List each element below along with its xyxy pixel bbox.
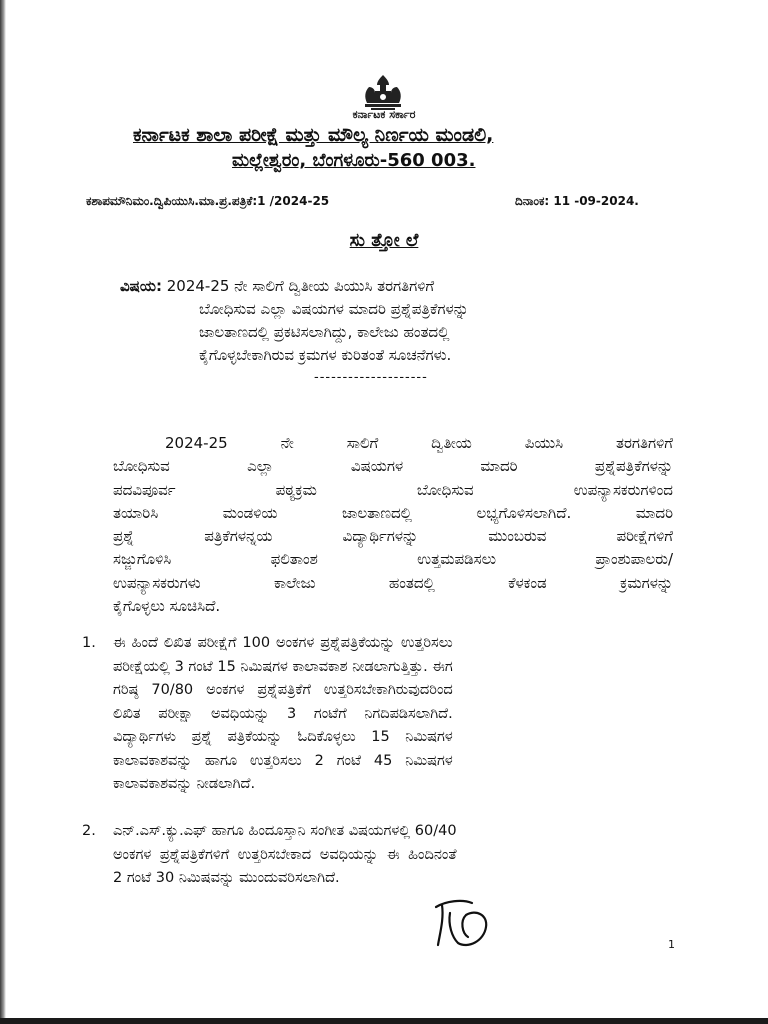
subject-label: ವಿಷಯ: xyxy=(120,277,162,295)
item-number: 1. xyxy=(82,635,96,651)
item-number: 2. xyxy=(82,823,96,839)
scan-edge-bottom xyxy=(0,1018,768,1024)
subject-line: ಕೈಗೊಳ್ಳಬೇಕಾಗಿರುವ ಕ್ರಮಗಳ ಕುರಿತಂತೆ ಸೂಚನೆಗಳು. xyxy=(199,346,452,364)
body-paragraph xyxy=(113,432,673,618)
paragraph-line: ಸಜ್ಜುಗೊಳಿಸಿ ಫಲಿತಾಂಶ ಉತ್ತಮಪಡಿಸಲು ಪ್ರಾಂಶುಪಾಲರು/ xyxy=(113,550,673,569)
paragraph-line: ಪದವಿಪೂರ್ವ ಪಠ್ಯಕ್ರಮ ಬೋಧಿಸುವ ಉಪನ್ಯಾಸಕರುಗಳಿಂದ xyxy=(113,480,673,499)
government-name: ಕರ್ನಾಟಕ ಸರ್ಕಾರ xyxy=(352,108,416,121)
paragraph-line: ಉಪನ್ಯಾಸಕರುಗಳು ಕಾಲೇಜು ಹಂತದಲ್ಲಿ ಕೆಳಕಂಡ ಕ್ರಮಗಳನ್ನು xyxy=(113,573,673,592)
reference-number: ಕಶಾಪಮೌನಿಮಂ.ದ್ವಿಪಿಯುಸಿ.ಮಾ.ಪ್ರ.ಪತ್ರಿಕೆ:1 /2024-25 xyxy=(86,194,330,208)
subject-line: ಬೋಧಿಸುವ ಎಲ್ಲಾ ವಿಷಯಗಳ ಮಾದರಿ ಪ್ರಶ್ನೆಪತ್ರಿಕೆಗಳನ್ನು xyxy=(199,300,469,318)
scan-edge-left xyxy=(0,0,6,1024)
item-line: ಅಂಕಗಳ ಪ್ರಶ್ನೆಪತ್ರಿಕೆಗಳಿಗೆ ಉತ್ತರಿಸಬೇಕಾದ ಅವಧಿಯನ್ನು ಈ ಹಿಂದಿನಂತೆ xyxy=(113,846,457,863)
subject-block xyxy=(120,275,680,367)
subject-line xyxy=(120,275,680,298)
item-line: ಗರಿಷ್ಠ 70/80 ಅಂಕಗಳ ಪ್ರಶ್ನೆಪತ್ರಿಕೆಗೆ ಉತ್ತರಿಸಬೇಕಾಗಿರುವುದರಿಂದ xyxy=(113,682,453,698)
instruction-item xyxy=(82,632,682,797)
item-line: ವಿದ್ಯಾರ್ಥಿಗಳು ಪ್ರಶ್ನೆ ಪತ್ರಿಕೆಯನ್ನು ಓದಿಕೊಳ್ಳಲು 15 ನಿಮಿಷಗಳ xyxy=(113,729,453,745)
paragraph-line: ಕೈಗೊಳ್ಳಲು ಸೂಚಿಸಿದೆ. xyxy=(113,597,221,616)
item-line: ಎನ್.ಎಸ್.ಕ್ಯು.ಎಫ್ ಹಾಗೂ ಹಿಂದೂಸ್ತಾನಿ ಸಂಗೀತ ವಿಷಯಗಳಲ್ಲಿ 60/40 xyxy=(113,823,457,839)
karnataka-emblem-icon xyxy=(355,73,411,113)
signature-icon xyxy=(428,893,518,953)
item-body xyxy=(113,632,453,797)
circular-date: ದಿನಾಂಕ: 11 -09-2024. xyxy=(515,194,639,208)
paragraph-line: ಬೋಧಿಸುವ ಎಲ್ಲಾ ವಿಷಯಗಳ ಮಾದರಿ ಪ್ರಶ್ನೆಪತ್ರಿಕೆಗಳನ್ನು xyxy=(113,457,673,476)
circular-title: ಸು ತ್ತೋ ಲೆ xyxy=(349,230,419,251)
subject-text: 2024-25 ನೇ ಸಾಲಿಗೆ ದ್ವಿತೀಯ ಪಿಯುಸಿ ತರಗತಿಗಳಿಗೆ xyxy=(166,277,435,295)
paragraph-line: 2024-25 ನೇ ಸಾಲಿಗೆ ದ್ವಿತೀಯ ಪಿಯುಸಿ ತರಗತಿಗಳಿಗೆ xyxy=(165,434,673,452)
page-number: 1 xyxy=(668,938,675,951)
item-line: ಕಾಲಾವಕಾಶವನ್ನು ಹಾಗೂ ಉತ್ತರಿಸಲು 2 ಗಂಟೆ 45 ನಿಮಿಷಗಳ xyxy=(113,752,453,769)
board-name: ಕರ್ನಾಟಕ ಶಾಲಾ ಪರೀಕ್ಷೆ ಮತ್ತು ಮೌಲ್ಯ ನಿರ್ಣಯ ಮಂಡಲಿ, xyxy=(133,124,494,146)
board-address: ಮಲ್ಲೇಶ್ವರಂ, ಬೆಂಗಳೂರು-560 003. xyxy=(232,150,476,171)
item-line: ಪರೀಕ್ಷೆಯಲ್ಲಿ 3 ಗಂಟೆ 15 ನಿಮಿಷಗಳ ಕಾಲಾವಕಾಶ ನೀಡಲಾಗುತ್ತಿತ್ತು. ಈಗ xyxy=(113,658,453,675)
paragraph-line: ತಯಾರಿಸಿ ಮಂಡಳಿಯ ಜಾಲತಾಣದಲ್ಲಿ ಲಭ್ಯಗೊಳಿಸಲಾಗಿದೆ. ಮಾದರಿ xyxy=(113,503,673,522)
subject-line: ಜಾಲತಾಣದಲ್ಲಿ ಪ್ರಕಟಿಸಲಾಗಿದ್ದು, ಕಾಲೇಜು ಹಂತದಲ್ಲಿ xyxy=(199,323,450,341)
instruction-item xyxy=(82,820,682,891)
paragraph-line: ಪ್ರಶ್ನೆ ಪತ್ರಿಕೆಗಳನ್ನಯ ವಿದ್ಯಾರ್ಥಿಗಳನ್ನು ಮುಂಬರುವ ಪರೀಕ್ಷೆಗಳಿಗೆ xyxy=(113,527,673,546)
item-line: ಲಿಖಿತ ಪರೀಕ್ಷಾ ಅವಧಿಯನ್ನು 3 ಗಂಟೆಗೆ ನಿಗದಿಪಡಿಸಲಾಗಿದೆ. xyxy=(113,705,453,722)
item-line: 2 ಗಂಟೆ 30 ನಿಮಿಷವನ್ನು ಮುಂದುವರಿಸಲಾಗಿದೆ. xyxy=(113,870,340,886)
item-line: ಈ ಹಿಂದೆ ಲಿಖಿತ ಪರೀಕ್ಷೆಗೆ 100 ಅಂಕಗಳ ಪ್ರಶ್ನೆಪತ್ರಿಕೆಯನ್ನು ಉತ್ತರಿಸಲು xyxy=(113,635,453,651)
subject-separator: -------------------- xyxy=(314,370,428,385)
item-body xyxy=(113,820,457,891)
item-line: ಕಾಲಾವಕಾಶವನ್ನು ನೀಡಲಾಗಿದೆ. xyxy=(113,776,256,792)
